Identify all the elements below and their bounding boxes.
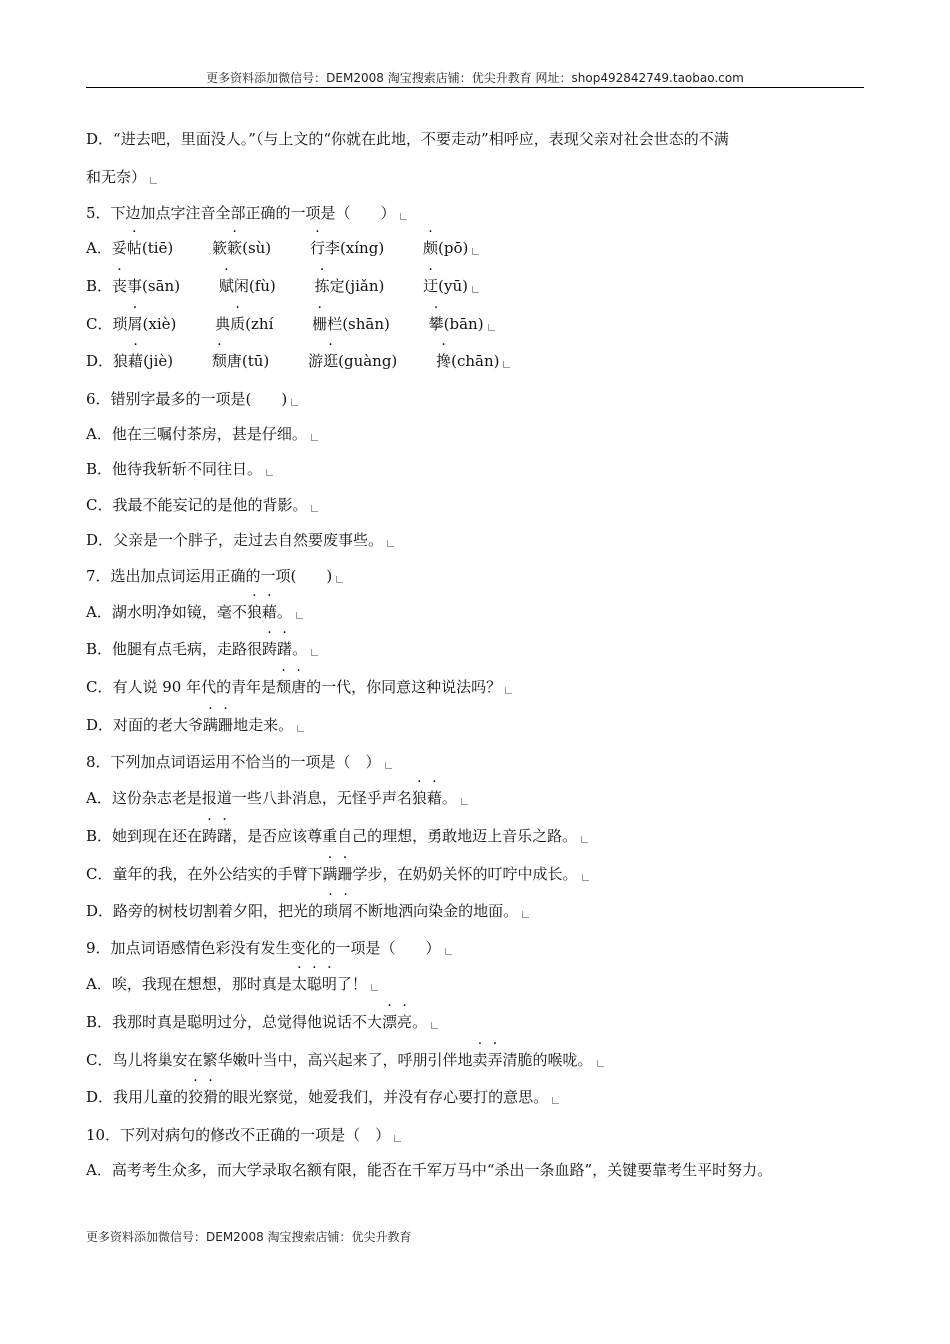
option-8d: D．路旁的树枝切割着夕阳，把光的琐屑不断地洒向染金的地面。 (86, 900, 529, 922)
option-6a: A．他在三嘱付茶房，甚是仔细。 (86, 423, 318, 445)
option-7c: C．有人说 90 年代的青年是颓唐的一代，你同意这种说法吗？ (86, 676, 512, 698)
option-7d: D．对面的老大爷蹒跚地走来。 (86, 714, 304, 736)
text-line: 和无奈） (86, 166, 157, 188)
question-6: 6．错别字最多的一项是( ) (86, 388, 298, 410)
option-9a: A．唉，我现在想想，那时真是太聪明了！ (86, 973, 378, 995)
question-8: 8．下列加点词语运用不恰当的一项是（ ） (86, 751, 392, 773)
option-6d: D．父亲是一个胖子，走过去自然要废事些。 (86, 529, 394, 551)
option-9d: D．我用儿童的狡猾的眼光察觉，她爱我们，并没有存心要打的意思。 (86, 1086, 559, 1108)
option-9c: C．鸟儿将巢安在繁华嫩叶当中，高兴起来了，呼朋引伴地卖弄清脆的喉咙。 (86, 1049, 604, 1071)
header-rule (86, 87, 864, 88)
question-10: 10．下列对病句的修改不正确的一项是（ ） (86, 1124, 401, 1146)
option-7b: B．他腿有点毛病，走路很踌躇。 (86, 638, 318, 660)
option-8a: A．这份杂志老是报道一些八卦消息，无怪乎声名狼藉。 (86, 787, 468, 809)
page-header: 更多资料添加微信号：DEM2008 淘宝搜索店铺：优尖升教育 网址：shop492842749.taobao.com (206, 71, 744, 85)
option-6b: B．他待我斩斩不同往日。 (86, 458, 273, 480)
option-9b: B．我那时真是聪明过分，总觉得他说话不大漂亮。 (86, 1011, 438, 1033)
option-8c: C．童年的我，在外公结实的手臂下蹒跚学步，在奶奶关怀的叮咛中成长。 (86, 863, 589, 885)
option-10a: A．高考考生众多，而大学录取名额有限，能否在千军万马中“杀出一条血路”，关键要靠考生平时努力。 (86, 1161, 773, 1179)
page-footer: 更多资料添加微信号：DEM2008 淘宝搜索店铺：优尖升教育 (86, 1230, 412, 1244)
option-7a: A．湖水明净如镜，毫不狼藉。 (86, 601, 303, 623)
option-6c: C．我最不能妄记的是他的背影。 (86, 494, 318, 516)
text-line: D．“进去吧，里面没人。”（与上文的“你就在此地，不要走动”相呼应，表现父亲对社会世态的不满 (86, 130, 729, 148)
option-5b: B．丧事(sān) 赋闲(fù) 拣定(jiǎn) 迂(yū) (86, 275, 479, 297)
option-5d: D．狼藉(jiè) 颓唐(tū) 游逛(guàng) 搀(chān) (86, 350, 510, 372)
question-9: 9．加点词语感情色彩没有发生变化的一项是（ ） (86, 937, 452, 959)
option-5a: A．妥帖(tiē) 簌簌(sù) 行李(xíng) 颇(pō) (86, 237, 479, 259)
question-5: 5．下边加点字注音全部正确的一项是（ ） (86, 202, 407, 224)
option-8b: B．她到现在还在踌躇，是否应该尊重自己的理想，勇敢地迈上音乐之路。 (86, 825, 588, 847)
option-5c: C．琐屑(xiè) 典质(zhí 栅栏(shān) 攀(bān) (86, 313, 495, 335)
question-7: 7．选出加点词运用正确的一项( ) (86, 565, 343, 587)
